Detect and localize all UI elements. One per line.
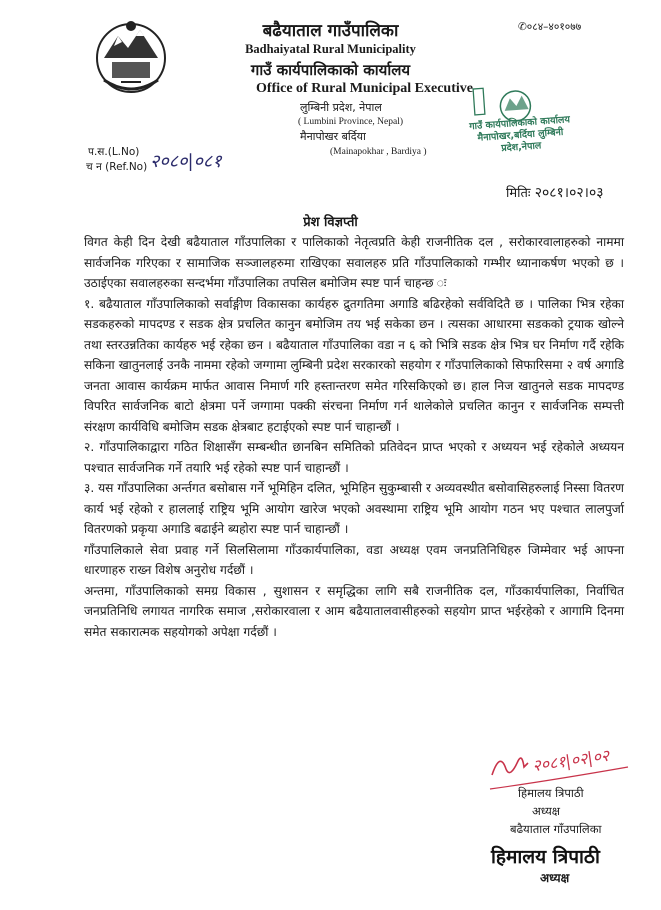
signature-date: २०८१|०२|०२ — [531, 745, 611, 776]
name-stamp-title: अध्यक्ष — [540, 871, 570, 885]
point-2-paragraph: २. गाँउपालिकाद्वारा गठित शिक्षासँग सम्बन्धीत छानबिन समितिको प्रतिवेदन प्राप्त भएको र अध्ययन भई रहेकोले अध्ययन पश्चात सार्वजनिक गर्ने तयारि भई रहेको स्पष्ट पार्न चाहान्छौं । — [84, 440, 624, 475]
date-line — [506, 183, 604, 202]
province-en: ( Lumbini Province, Nepal) — [298, 117, 404, 127]
office-name-en: Office of Rural Municipal Executive — [256, 81, 473, 96]
point-1-paragraph: १. बढैयाताल गाँउपालिकाको सर्वाङ्गीण विकासका कार्यहरु द्रुतगतिमा अगाडि बढिरहेको सर्वविदितै छ । पालिका भित्र रहेका सडकहरुको मापदण्ड र सडक क्षेत्र प्रचलित कानुन बमोजिम तय भई सकेका छन । त्यसका आधारमा सडकको ट्रयाक खोल्ने तथा स्तरउन्नतिका कार्यहरु भई रहेका छन । बढैयाताल गाँउपालिका वडा न ६ को भित्रि सडक क्षेत्र भित्र घर निर्माण गर्दै रहेकि सकिना खातुनलाई उनकै नाममा रहेको जग्गामा लुम्बिनी प्रदेश सरकारको सहयोग र गाँउपालिकाको सिफारिसमा २ वर्ष अगाडि जनता आवास कार्यक्रम मार्फत आवास निमार्ण गरि हस्तान्तरण समेत गरिसकिएको छ। हाल निज खातुनले सडक मापदण्ड विपरित सार्वजनिक बाटो क्षेत्रमा पर्ने जग्गामा पक्की संरचना निर्माण गर्न थालेकोले प्रचलित कानुन र सार्वजनिक सम्पत्ती संरक्षण कार्यविधि बमोजिम सडक क्षेत्रबाट हटाईएको स्पष्ट पार्न चाहान्छौं । — [84, 296, 624, 434]
name-stamp: हिमालय त्रिपाठी — [491, 846, 600, 868]
province-np: लुम्बिनी प्रदेश, नेपाल — [300, 101, 382, 114]
stamp-text: गाउँ कार्यपालिकाको कार्यालय मैनापोखर,बर्दिया लुम्बिनी प्रदेश,नेपाल — [468, 114, 571, 155]
municipality-name-en: Badhaiyatal Rural Municipality — [245, 42, 416, 56]
municipality-name-np: बढैयाताल गाउँपालिका — [262, 21, 399, 41]
letter-no-label: प.स.(L.No) — [88, 146, 140, 158]
page-title: प्रेश विज्ञप्ती — [303, 215, 358, 230]
request-paragraph: गाँउपालिकाले सेवा प्रवाह गर्ने सिलसिलामा गाँउकार्यपालिका, वडा अध्यक्ष एवम जनप्रतिनिधिहरु जिम्मेवार भई आफ्ना धारणाहरु राख्न विशेष अनुरोध गर्दछौं । — [84, 542, 624, 577]
body-text — [84, 232, 624, 642]
ref-no-label: च न (Ref.No) — [86, 161, 148, 173]
address-np: मैनापोखर बर्दिया — [300, 130, 366, 143]
office-stamp — [459, 80, 575, 177]
point-3-paragraph: ३. यस गाँउपालिका अर्न्तगत बसोबास गर्ने भूमिहिन दलित, भूमिहिन सुकुम्बासी र अव्यवस्थीत बसोवासिहरुलाई निस्सा वितरण कार्य भई रहेको र हाललाई राष्ट्रिय भूमि आयोग खारेज भएको अवस्थामा राष्ट्रिय भूमि आयोग गठन भए पश्चात लालपुर्जा वितरणको प्रकृया अगाडि बढाईने ब्यहोरा स्पष्ट पार्न चाहान्छौं । — [84, 481, 624, 536]
date-value: २०८१।०२।०३ — [534, 185, 604, 201]
signatory-name: हिमालय त्रिपाठी — [518, 786, 584, 800]
phone-number: ✆०८४–४०१०७७ — [518, 21, 582, 33]
signatory-office: बढैयाताल गाँउपालिका — [510, 822, 602, 836]
date-label: मितिः — [506, 186, 531, 201]
closing-paragraph: अन्तमा, गाँउपालिकाको समग्र विकास , सुशासन र समृद्धिका लागि सबै राजनीतिक दल, गाँउकार्यपालिका, निर्वाचित जनप्रतिनिधि लगायत नागरिक समाज ,सरोकारवाला र आम बढैयातालवासीहरुको सहयोग प्राप्त भईरहेको र आगामि दिनमा समेत सकारात्मक सहयोगको अपेक्षा गर्दछौं । — [84, 583, 624, 639]
office-name-np: गाउँ कार्यपालिकाको कार्यालय — [250, 61, 411, 79]
address-en: (Mainapokhar , Bardiya ) — [330, 147, 427, 157]
ref-no-value: २०८०|०८१ — [150, 151, 222, 172]
signatory-title: अध्यक्ष — [532, 804, 561, 818]
intro-paragraph: विगत केही दिन देखी बढैयाताल गाँउपालिका र पालिकाको नेतृत्वप्रति केही राजनीतिक दल , सरोकारवालाहरुको नाममा सार्वजनिक गरिएका र सामाजिक सञ्जालहरुमा राखिएका सवालहरु प्रति गाँउपालिकाको गम्भीर ध्यानाकर्षण भएको छ । उठाईएका सवालहरुका सन्दर्भमा गाँउपालिका तपसिल बमोजिम स्पष्ट पार्न चाहन्छ ः — [84, 235, 624, 290]
